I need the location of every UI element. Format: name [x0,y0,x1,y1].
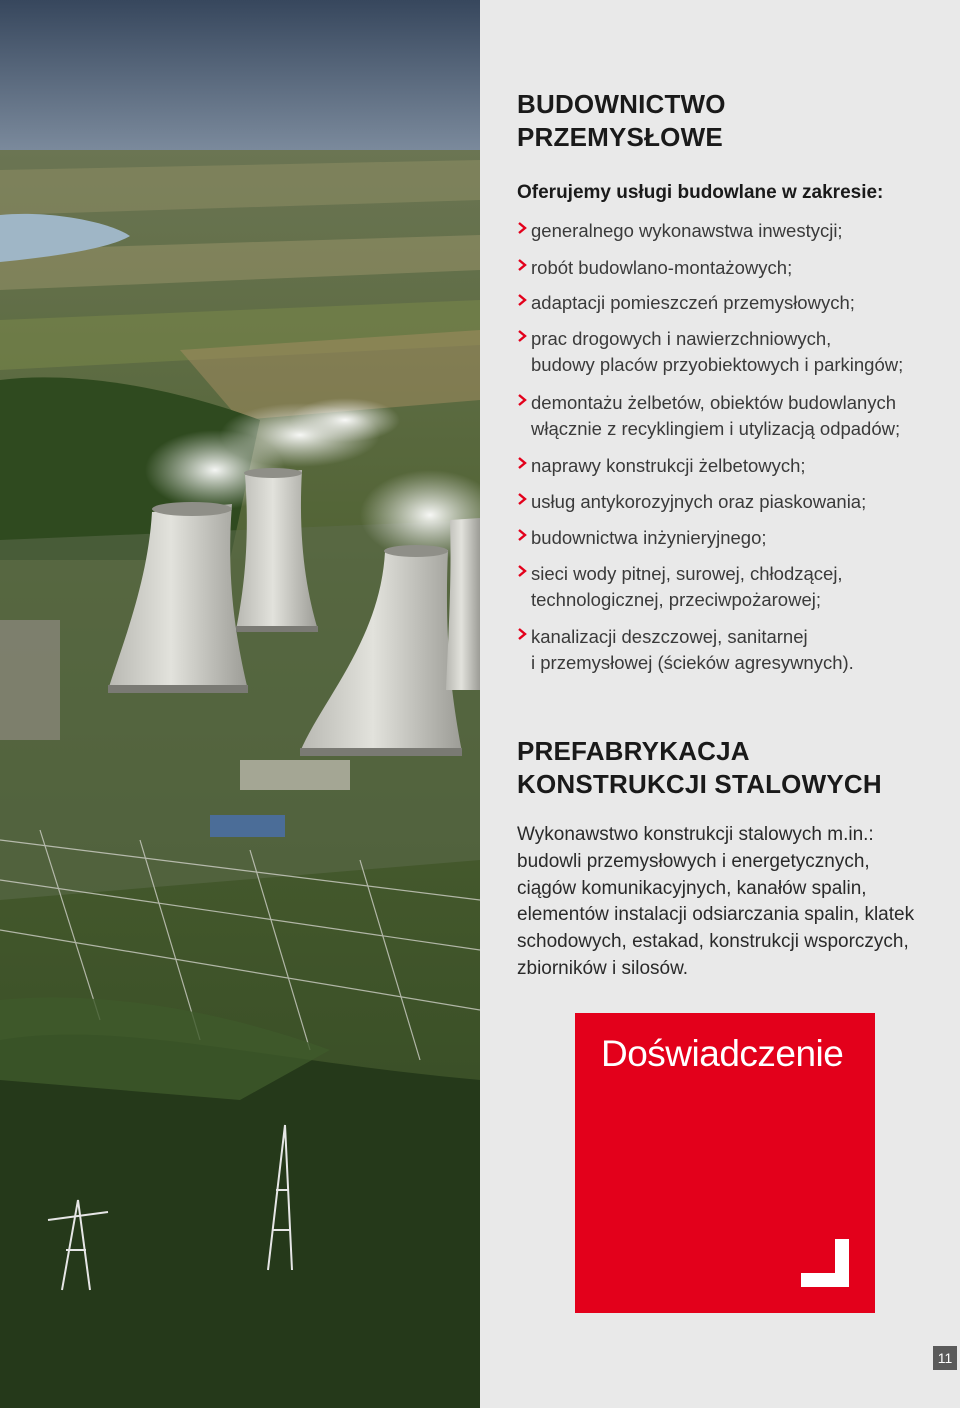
list-item-text: kanalizacji deszczowej, sanitarnej i przemysłowej (ścieków agresywnych). [531,626,854,673]
experience-title: Doświadczenie [601,1033,844,1074]
list-item [517,525,947,551]
section1-heading-line1: BUDOWNICTWO [517,89,726,119]
text-panel [480,0,960,1408]
section2-heading-line1: PREFABRYKACJA [517,736,750,766]
list-item-text: budownictwa inżynieryjnego; [531,527,767,548]
list-item [517,290,947,316]
section1-heading [517,88,726,154]
chevron-right-icon [517,528,528,542]
page-number: 11 [933,1346,957,1370]
list-item-text: sieci wody pitnej, surowej, chłodzącej, technologicznej, przeciwpożarowej; [531,563,843,610]
chevron-right-icon [517,221,528,235]
list-item-text: robót budowlano-montażowych; [531,257,793,278]
list-item-text: naprawy konstrukcji żelbetowych; [531,455,806,476]
list-item-text: usług antykorozyjnych oraz piaskowania; [531,491,867,512]
chevron-right-icon [517,456,528,470]
list-item [517,326,947,378]
list-item [517,453,947,479]
chevron-right-icon [517,258,528,272]
list-item [517,624,947,676]
experience-box [575,1013,875,1313]
section2-heading [517,735,882,801]
list-item [517,390,947,442]
list-item-text: prac drogowych i nawierzchniowych, budowy placów przyobiektowych i parkingów; [531,328,904,375]
chevron-right-icon [517,492,528,506]
services-lead: Oferujemy usługi budowlane w zakresie: [517,182,884,203]
section1-heading-line2: PRZEMYSŁOWE [517,122,723,152]
section2-text: Wykonawstwo konstrukcji stalowych m.in.: budowli przemysłowych i energetycznych, ciągów komunikacyjnych, kanałów spalin, elementów instalacji odsiarczania spalin, klatek schodowych, estakad, konstrukcji wsporczych, zbiorników i silosów. [517,824,915,979]
list-item [517,255,947,281]
list-item-text: adaptacji pomieszczeń przemysłowych; [531,292,855,313]
list-item [517,561,947,613]
list-item [517,489,947,515]
corner-bracket-icon [801,1239,849,1287]
list-item-text: generalnego wykonawstwa inwestycji; [531,220,843,241]
chevron-right-icon [517,564,528,578]
list-item-text: demontażu żelbetów, obiektów budowlanych włącznie z recyklingiem i utylizacją odpadów; [531,392,901,439]
section2-heading-line2: KONSTRUKCJI STALOWYCH [517,769,882,799]
chevron-right-icon [517,329,528,343]
chevron-right-icon [517,393,528,407]
chevron-right-icon [517,293,528,307]
list-item [517,218,947,244]
chevron-right-icon [517,627,528,641]
